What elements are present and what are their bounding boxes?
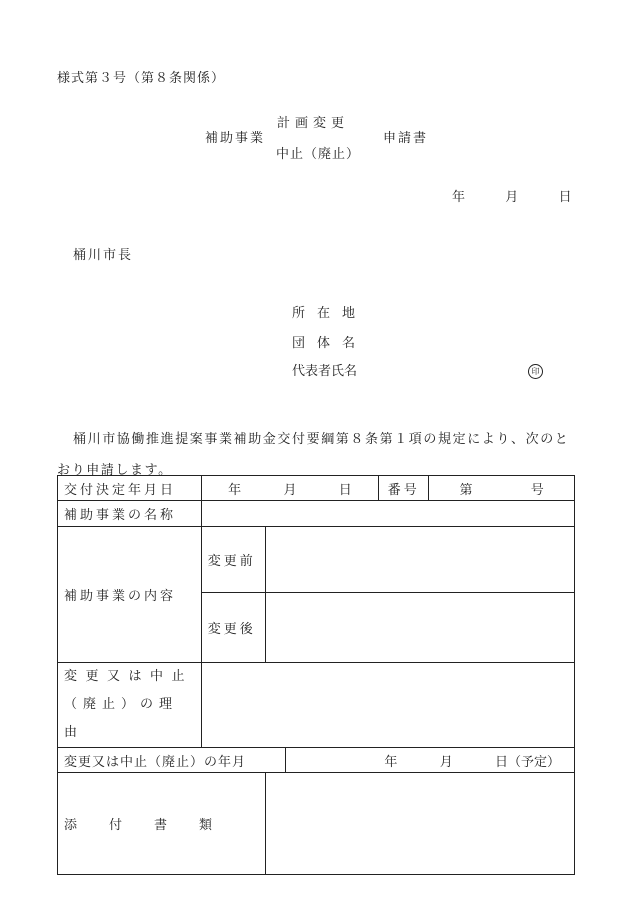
- number-prefix: 第: [459, 482, 473, 498]
- title-application: 申請書: [383, 131, 429, 146]
- change-date-value[interactable]: [285, 748, 574, 773]
- number-label: 番号: [379, 476, 429, 501]
- organization-label: 団体名: [292, 336, 368, 351]
- table-row: [58, 476, 575, 501]
- change-date-label: 変更又は中止（廃止）の年月: [58, 748, 286, 773]
- project-content-label: 補助事業の内容: [58, 527, 202, 663]
- body-text: 桶川市協働推進提案事業補助金交付要綱第８条第１項の規定により、次のとおり申請します。: [57, 432, 570, 478]
- change-month: 月: [439, 754, 453, 770]
- decision-date-value[interactable]: [201, 476, 379, 501]
- seal-mark: 印: [528, 364, 543, 379]
- reason-field[interactable]: [201, 663, 574, 748]
- representative-label: 代表者氏名: [292, 364, 358, 379]
- title-cancellation: 中止（廃止）: [276, 147, 361, 162]
- title-project: 補助事業: [205, 131, 266, 146]
- reason-label-line1: 変更又は中止: [64, 669, 194, 684]
- project-name-label: 補助事業の名称: [58, 501, 202, 527]
- date-month: 月: [505, 190, 519, 205]
- decision-day: 日: [338, 482, 352, 498]
- table-row: [58, 748, 575, 773]
- decision-date-label: 交付決定年月日: [58, 476, 202, 501]
- attachments-label: 添付書類: [58, 773, 266, 875]
- decision-year: 年: [228, 482, 242, 498]
- after-change-field[interactable]: [265, 593, 574, 663]
- change-day: 日（予定）: [494, 754, 560, 770]
- table-row: [58, 663, 575, 748]
- decision-month: 月: [283, 482, 297, 498]
- title-plan-change: 計画変更: [277, 116, 350, 131]
- after-change-label: 変更後: [201, 593, 265, 663]
- attachments-field[interactable]: [265, 773, 574, 875]
- application-table: [57, 475, 575, 875]
- table-row: [58, 501, 575, 527]
- number-value[interactable]: [429, 476, 575, 501]
- application-date: [452, 191, 572, 204]
- change-year: 年: [384, 754, 398, 770]
- reason-label: [58, 663, 202, 748]
- project-name-field[interactable]: [201, 501, 574, 527]
- before-change-field[interactable]: [265, 527, 574, 593]
- table-row: [58, 773, 575, 875]
- date-year: 年: [452, 190, 466, 205]
- reason-label-line2: （廃止）の理由: [64, 697, 179, 740]
- form-number: 様式第３号（第８条関係）: [57, 71, 226, 86]
- before-change-label: 変更前: [201, 527, 265, 593]
- number-suffix: 号: [530, 482, 544, 498]
- addressee: 桶川市長: [73, 248, 134, 263]
- address-label: 所在地: [292, 306, 368, 321]
- table-row: [58, 527, 575, 593]
- date-day: 日: [558, 190, 572, 205]
